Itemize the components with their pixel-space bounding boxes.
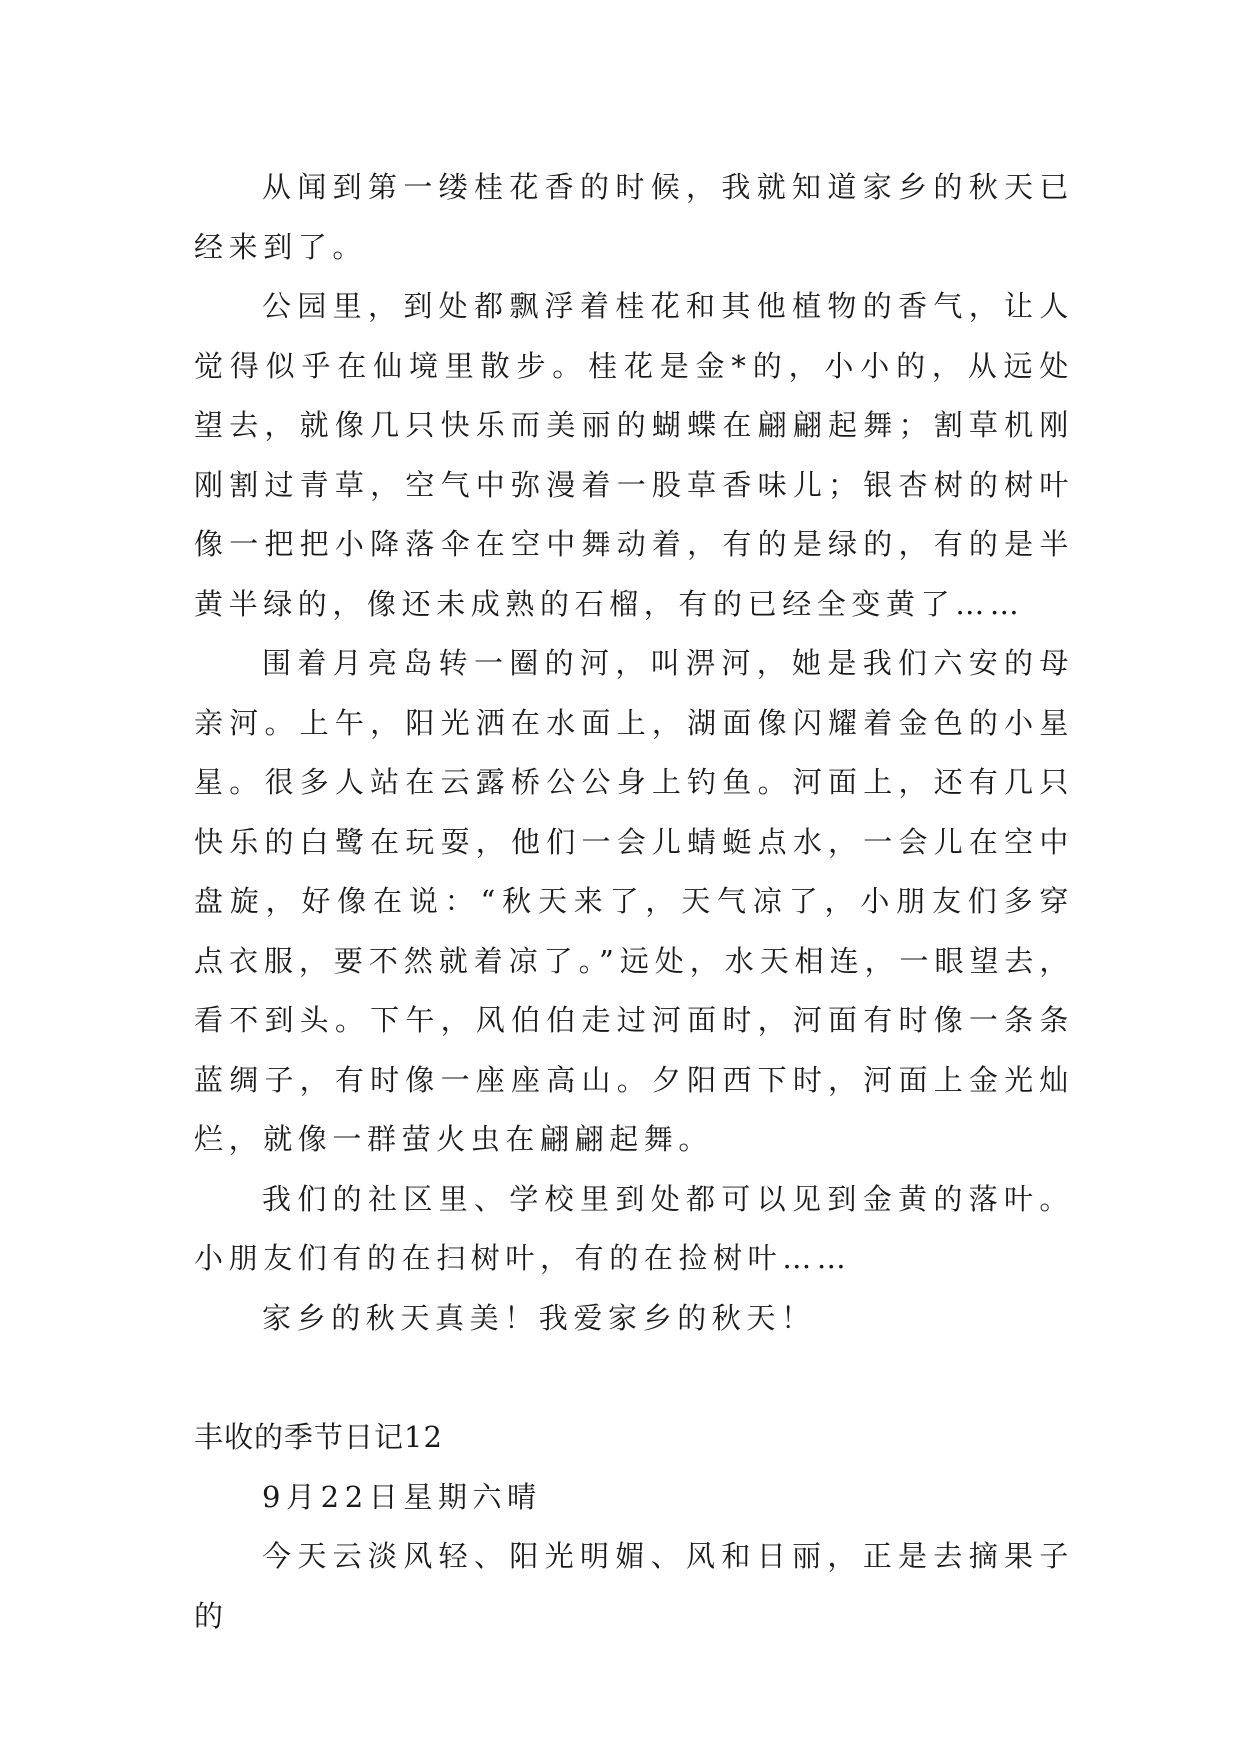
paragraph-osmanthus-intro: 从闻到第一缕桂花香的时候，我就知道家乡的秋天已经来到了。 xyxy=(194,170,1074,264)
document-page xyxy=(194,158,1074,1646)
section-title: 丰收的季节日记12 xyxy=(194,1420,443,1454)
diary-first-paragraph: 今天云淡风轻、阳光明媚、风和日丽，正是去摘果子的 xyxy=(194,1539,1074,1633)
paragraph-community: 我们的社区里、学校里到处都可以见到金黄的落叶。小朋友们有的在扫树叶，有的在捡树叶…… xyxy=(194,1181,1074,1275)
diary-date-line: 9月22日星期六晴 xyxy=(262,1479,542,1514)
paragraph-river: 围着月亮岛转一圈的河，叫淠河，她是我们六安的母亲河。上午，阳光洒在水面上，湖面像闪耀着金色的小星星。很多人站在云露桥公公身上钓鱼。河面上，还有几只快乐的白鹭在玩耍，他们一会儿蜻蜓点水，一会儿在空中盘旋，好像在说：“秋天来了，天气凉了，小朋友们多穿点衣服，要不然就着凉了。”远处，水天相连，一眼望去，看不到头。下午，风伯伯走过河面时，河面有时像一条条蓝绸子，有时像一座座高山。夕阳西下时，河面上金光灿烂，就像一群萤火虫在翩翩起舞。 xyxy=(194,646,1074,1156)
paragraph-conclusion: 家乡的秋天真美！我爱家乡的秋天！ xyxy=(262,1300,816,1335)
paragraph-park: 公园里，到处都飘浮着桂花和其他植物的香气，让人觉得似乎在仙境里散步。桂花是金*的，小小的，从远处望去，就像几只快乐而美丽的蝴蝶在翩翩起舞；割草机刚刚割过青草，空气中弥漫着一股草香味儿；银杏树的树叶像一把把小降落伞在空中舞动着，有的是绿的，有的是半黄半绿的，像还未成熟的石榴，有的已经全变黄了…… xyxy=(194,289,1074,621)
